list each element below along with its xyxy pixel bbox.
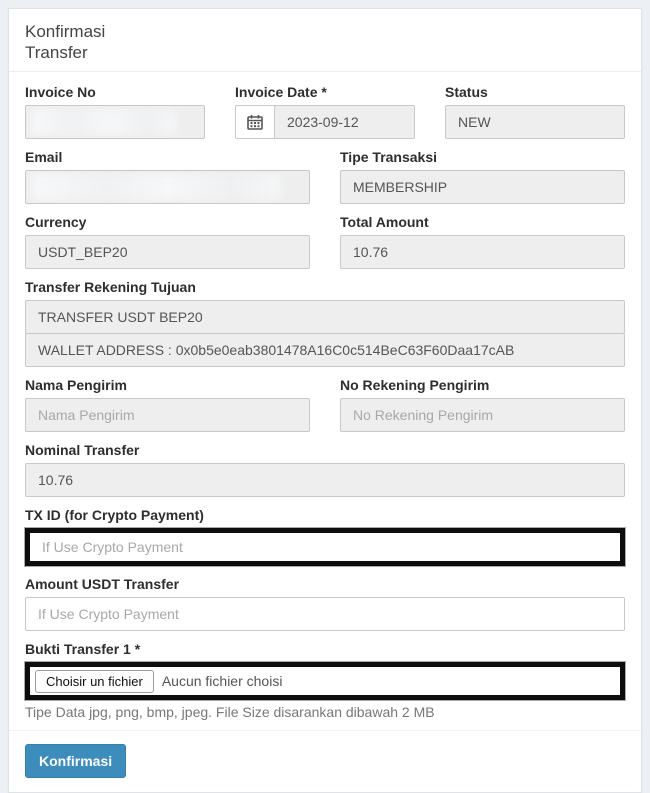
field-no-rekening-pengirim <box>340 377 625 432</box>
konfirmasi-transfer-card <box>8 8 642 793</box>
no-rekening-pengirim-input[interactable] <box>340 398 625 432</box>
field-invoice-no <box>25 84 205 139</box>
invoice-no-label: Invoice No <box>25 84 96 100</box>
page-title: Konfirmasi Transfer <box>25 22 106 62</box>
status-value: NEW <box>445 105 625 139</box>
tipe-transaksi-value: MEMBERSHIP <box>340 170 625 204</box>
field-amount-usdt <box>25 576 625 631</box>
field-tx-id <box>25 507 625 566</box>
file-help-text: Tipe Data jpg, png, bmp, jpeg. File Size disarankan dibawah 2 MB <box>25 704 435 720</box>
field-status <box>445 84 625 139</box>
form-body <box>9 72 641 730</box>
amount-usdt-label: Amount USDT Transfer <box>25 576 180 592</box>
nominal-transfer-value: 10.76 <box>25 463 625 497</box>
field-nominal-transfer <box>25 442 625 497</box>
tx-id-highlight-frame <box>25 528 625 566</box>
email-label: Email <box>25 149 63 165</box>
field-bukti-transfer <box>25 641 625 700</box>
tx-id-label: TX ID (for Crypto Payment) <box>25 507 204 523</box>
field-transfer-rekening-tujuan <box>25 279 625 367</box>
invoice-date-label: Invoice Date * <box>235 84 327 100</box>
no-rekening-pengirim-label: No Rekening Pengirim <box>340 377 490 393</box>
nominal-transfer-label: Nominal Transfer <box>25 442 140 458</box>
total-amount-label: Total Amount <box>340 214 429 230</box>
card-footer <box>9 730 641 792</box>
calendar-icon[interactable] <box>235 105 275 139</box>
file-input[interactable] <box>30 667 620 695</box>
currency-label: Currency <box>25 214 87 230</box>
transfer-rekening-tujuan-label: Transfer Rekening Tujuan <box>25 279 196 295</box>
status-label: Status <box>445 84 488 100</box>
invoice-date-value[interactable]: 2023-09-12 <box>275 105 415 139</box>
konfirmasi-button[interactable]: Konfirmasi <box>25 744 126 778</box>
wallet-address-value: WALLET ADDRESS : 0x0b5e0eab3801478A16C0c514BeC63F60Daa17cAB <box>25 333 625 367</box>
file-status-text: Aucun fichier choisi <box>161 673 283 689</box>
field-tipe-transaksi <box>340 149 625 204</box>
currency-value: USDT_BEP20 <box>25 235 310 269</box>
nama-pengirim-input[interactable] <box>25 398 310 432</box>
bukti-transfer-highlight-frame <box>25 662 625 700</box>
email-value <box>25 170 310 204</box>
invoice-no-value <box>25 105 205 139</box>
field-invoice-date <box>235 84 415 139</box>
field-nama-pengirim <box>25 377 310 432</box>
card-header <box>9 9 641 72</box>
field-total-amount <box>340 214 625 269</box>
choose-file-button[interactable]: Choisir un fichier <box>35 670 154 693</box>
field-currency <box>25 214 310 269</box>
field-email <box>25 149 310 204</box>
bukti-transfer-label: Bukti Transfer 1 * <box>25 641 141 657</box>
tipe-transaksi-label: Tipe Transaksi <box>340 149 438 165</box>
total-amount-value: 10.76 <box>340 235 625 269</box>
nama-pengirim-label: Nama Pengirim <box>25 377 127 393</box>
transfer-method-value: TRANSFER USDT BEP20 <box>25 300 625 334</box>
tx-id-input[interactable] <box>30 533 620 561</box>
amount-usdt-input[interactable] <box>25 597 625 631</box>
